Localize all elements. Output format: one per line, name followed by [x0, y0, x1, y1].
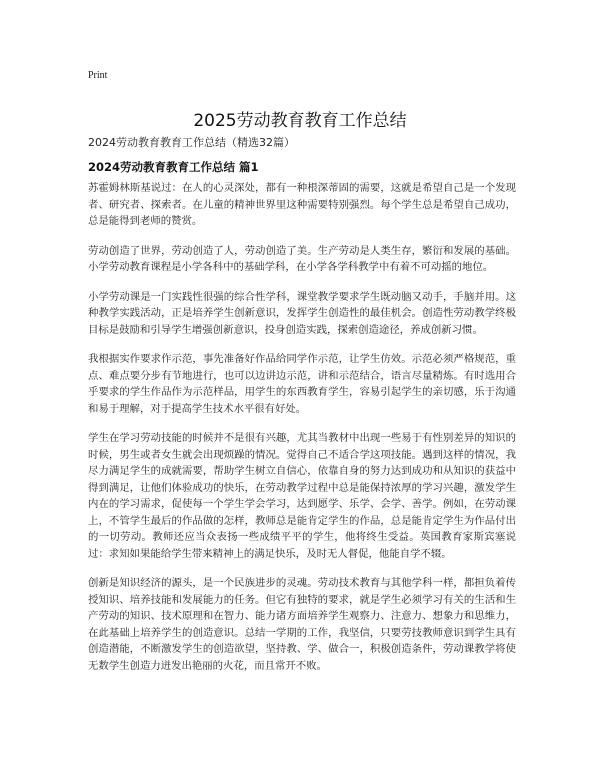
- print-link[interactable]: Print: [88, 70, 108, 81]
- paragraph-3: 小学劳动课是一门实践性很强的综合性学科，课堂教学要求学生既动脑又动手，手脑并用。这种教学实践活动，正是培养学生创新意识，发挥学生创造性的最佳机会。创造性劳动教学终极目标是鼓励和引导学生增强创新意识，投身创造实践，探索创造途径，养成创新习惯。: [88, 290, 516, 336]
- paragraph-1: 苏霍姆林斯基说过：在人的心灵深处，都有一种根深蒂固的需要，这就是希望自己是一个发现者、研究者、探索者。在儿童的精神世界里这种需要特别强烈。每个学生总是希望自己成功，总是能得到老师的赞赏。: [88, 182, 516, 227]
- paragraph-5: 学生在学习劳动技能的时候并不是很有兴趣，尤其当教材中出现一些易于有性别差异的知识的时候，男生或者女生就会出现烦躁的情况。觉得自己不适合学这项技能。遇到这样的情况，我尽力满足学生的成就需要，帮助学生树立自信心，依靠自身的努力达到成功和从知识的获益中得到满足，让他们体验成功的快乐，在劳动教学过程中总是能保持浓厚的学习兴趣，激发学生内在的学习需求，促使每一个学生学会学习，达到愿学、乐学、会学、善学。例如，在劳动课上，不管学生最后的作品做的怎样，教师总是能肯定学生的作品，总是能肯定学生为作品付出的一切劳动。教师还应当众表扬一些成绩平平的学生，他将终生受益。英国教育家斯宾塞说过：求知如果能给学生带来精神上的满足快乐，及时无人督促，他能自学不辍。: [88, 432, 516, 560]
- paragraph-2: 劳动创造了世界，劳动创造了人，劳动创造了美。生产劳动是人类生存，繁衍和发展的基础。小学劳动教育课程是小学各科中的基础学科，在小学各学科教学中有着不可动摇的地位。: [88, 244, 516, 273]
- paragraph-6: 创新是知识经济的源头，是一个民族进步的灵魂。劳动技术教育与其他学科一样，都担负着传授知识、培养技能和发展能力的任务。但它有独特的要求，就是学生必须学习有关的生活和生产劳动的知识、技术原理和在智力、能力诸方面培养学生观察力、注意力、想象力和思维力，在此基础上培养学生的创造意识。总结一学期的工作，我坚信，只要劳技教师意识到学生具有创造潜能，不断激发学生的创造欲望，坚持教、学、做合一，积极创造条件，劳动课教学将使无数学生创造力迸发出艳丽的火花，而且常开不败。: [88, 577, 516, 672]
- document-subtitle: 2024劳动教育教育工作总结（精选32篇）: [88, 136, 295, 149]
- document-title: 2025劳动教育教育工作总结: [193, 111, 407, 132]
- paragraph-4: 我根据实作要求作示范，事先准备好作品给同学作示范，让学生仿效。示范必须严格规范，重点、难点要分步有节地进行，也可以边讲边示范，讲和示范结合，语言尽量精炼。有时选用合乎要求的学生作品作为示范样品，用学生的东西教育学生，容易引起学生的亲切感，乐于沟通和易于理解，对于提高学生技术水平很有好处。: [88, 353, 516, 415]
- article-body: [88, 180, 516, 687]
- section-heading: 2024劳动教育教育工作总结 篇1: [88, 160, 259, 174]
